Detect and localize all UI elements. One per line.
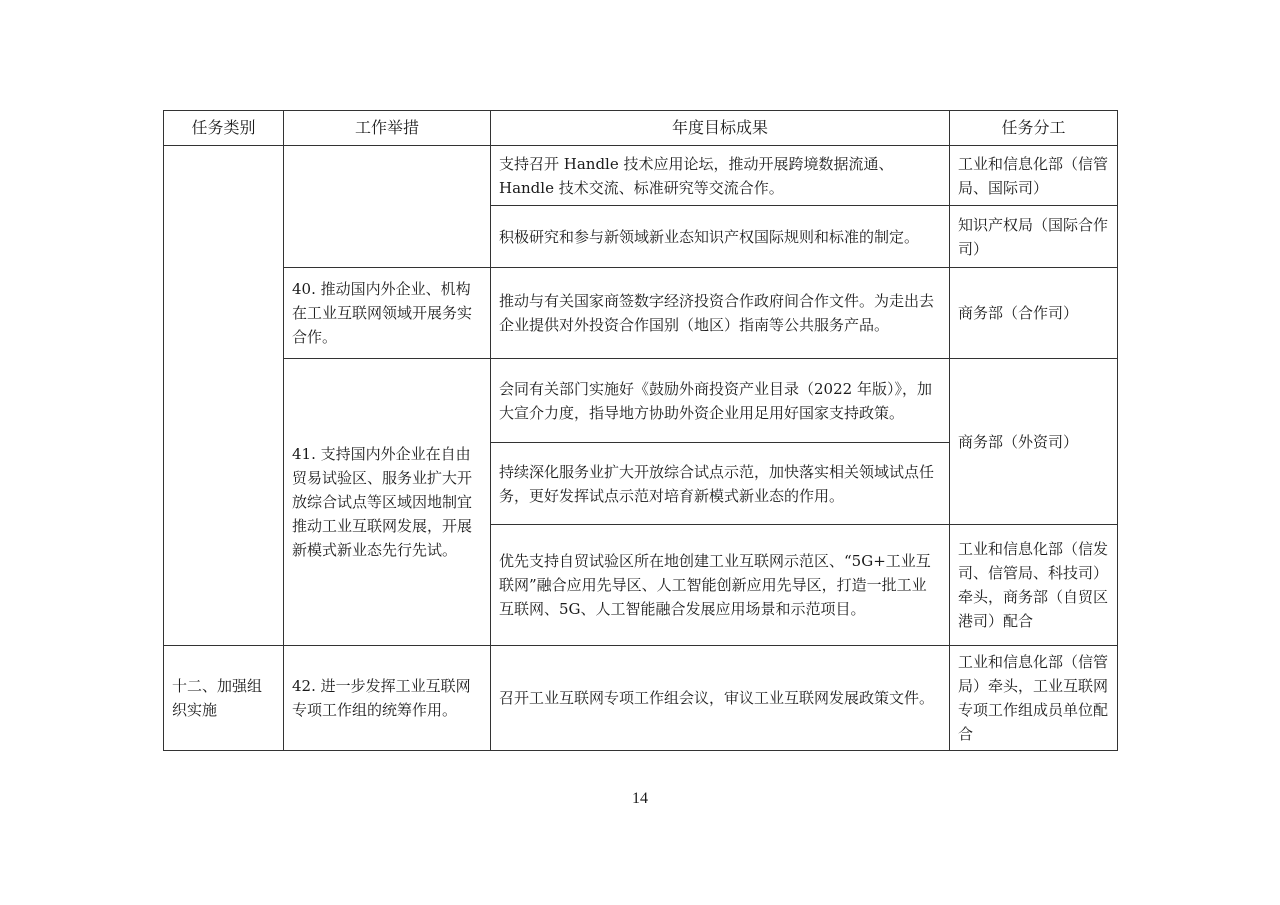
- table-row: [164, 146, 1118, 206]
- division-cell: 工业和信息化部（信发司、信管局、科技司）牵头，商务部（自贸区港司）配合: [950, 525, 1118, 646]
- header-measure: 工作举措: [284, 111, 491, 146]
- division-cell: 商务部（合作司）: [950, 268, 1118, 359]
- division-cell: 商务部（外资司）: [950, 359, 1118, 525]
- measure-cell: 41. 支持国内外企业在自由贸易试验区、服务业扩大开放综合试点等区域因地制宜推动工业互联网发展，开展新模式新业态先行先试。: [284, 359, 491, 646]
- measure-cell: 42. 进一步发挥工业互联网专项工作组的统筹作用。: [284, 646, 491, 751]
- target-cell: 召开工业互联网专项工作组会议，审议工业互联网发展政策文件。: [491, 646, 950, 751]
- header-division: 任务分工: [950, 111, 1118, 146]
- category-cell: 十二、加强组织实施: [164, 646, 284, 751]
- division-cell: 知识产权局（国际合作司）: [950, 206, 1118, 268]
- target-cell: 支持召开 Handle 技术应用论坛，推动开展跨境数据流通、Handle 技术交流、标准研究等交流合作。: [491, 146, 950, 206]
- page-number: 14: [632, 790, 648, 807]
- target-cell: 积极研究和参与新领域新业态知识产权国际规则和标准的制定。: [491, 206, 950, 268]
- header-category: 任务类别: [164, 111, 284, 146]
- table-row: [164, 359, 1118, 443]
- target-cell: 优先支持自贸试验区所在地创建工业互联网示范区、“5G+工业互联网”融合应用先导区、人工智能创新应用先导区，打造一批工业互联网、5G、人工智能融合发展应用场景和示范项目。: [491, 525, 950, 646]
- table-row: [164, 646, 1118, 751]
- table-header-row: [164, 111, 1118, 146]
- measure-cell-empty: [284, 146, 491, 268]
- division-cell: 工业和信息化部（信管局、国际司）: [950, 146, 1118, 206]
- target-cell: 持续深化服务业扩大开放综合试点示范，加快落实相关领域试点任务，更好发挥试点示范对培育新模式新业态的作用。: [491, 443, 950, 525]
- target-cell: 会同有关部门实施好《鼓励外商投资产业目录（2022 年版）》，加大宣介力度，指导地方协助外资企业用足用好国家支持政策。: [491, 359, 950, 443]
- task-table: [163, 110, 1118, 751]
- category-cell-empty: [164, 146, 284, 646]
- measure-cell: 40. 推动国内外企业、机构在工业互联网领域开展务实合作。: [284, 268, 491, 359]
- header-target: 年度目标成果: [491, 111, 950, 146]
- division-cell: 工业和信息化部（信管局）牵头，工业互联网专项工作组成员单位配合: [950, 646, 1118, 751]
- target-cell: 推动与有关国家商签数字经济投资合作政府间合作文件。为走出去企业提供对外投资合作国别（地区）指南等公共服务产品。: [491, 268, 950, 359]
- table-row: [164, 268, 1118, 359]
